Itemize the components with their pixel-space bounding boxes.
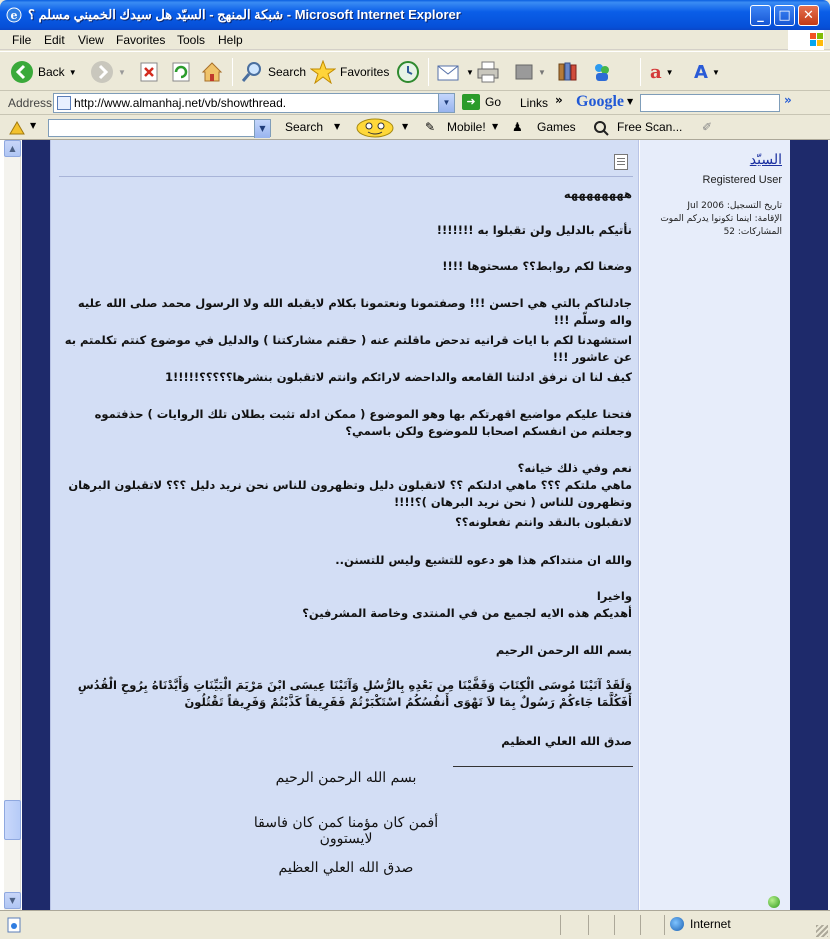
status-pane bbox=[640, 915, 641, 935]
messenger-button[interactable] bbox=[590, 58, 614, 86]
stop-button[interactable] bbox=[138, 58, 160, 86]
research-button[interactable] bbox=[556, 58, 580, 86]
search-dropdown-icon[interactable]: ▼ bbox=[334, 122, 341, 131]
mail-dropdown-icon[interactable]: ▼ bbox=[466, 67, 474, 77]
links-button[interactable]: Links bbox=[520, 96, 549, 110]
toolbar-search-combo[interactable] bbox=[48, 119, 271, 137]
zone-label: Internet bbox=[690, 917, 731, 931]
internet-explorer-icon bbox=[5, 6, 23, 24]
refresh-button[interactable] bbox=[170, 58, 192, 86]
post-line: نأتيكم بالدليل ولن تقبلوا به !!!!!!! bbox=[436, 223, 632, 237]
vertical-scrollbar[interactable] bbox=[4, 140, 21, 910]
post-document-icon bbox=[614, 154, 628, 170]
post-line: والله ان منتداكم هذا هو دعوه للتشيع وليس للتسنن.. bbox=[335, 553, 632, 567]
messenger-icon bbox=[590, 60, 614, 84]
status-pane bbox=[664, 915, 665, 935]
user-location: الإقامة: اينما تكونوا يدركم الموت bbox=[660, 214, 782, 224]
go-arrow-icon: ➜ bbox=[462, 94, 480, 110]
menu-tools[interactable]: Tools bbox=[177, 33, 206, 47]
post-line: وضعنا لكم روابط؟؟ مسحتوها !!!! bbox=[442, 259, 632, 273]
toolbar-separator bbox=[640, 58, 641, 86]
google-dropdown-icon[interactable]: ▼ bbox=[627, 97, 634, 106]
page-icon bbox=[57, 96, 71, 110]
online-status-icon bbox=[768, 896, 780, 908]
stop-icon bbox=[138, 61, 160, 83]
favorites-label: Favorites bbox=[340, 65, 390, 79]
svg-text:e: e bbox=[10, 9, 18, 22]
close-button[interactable]: ✕ bbox=[798, 5, 819, 26]
font-size-dropdown-icon[interactable]: ▼ bbox=[711, 67, 720, 77]
post-line: بسم الله الرحمن الرحيم bbox=[495, 643, 632, 657]
security-zone bbox=[670, 917, 731, 931]
post-line: نعم وفي ذلك خيانه؟ bbox=[517, 461, 632, 475]
text-color-icon: a bbox=[650, 61, 662, 83]
status-bar bbox=[0, 910, 830, 939]
post-line: جادلناكم بالتي هي احسن !!! وصفتمونا ونعتمونا بكلام لايقبله الله ولا الرسول محمد صلى الله عليه واله وسلّم !!! bbox=[77, 296, 632, 327]
history-button[interactable] bbox=[396, 58, 420, 86]
google-logo[interactable]: Google bbox=[576, 93, 624, 110]
signature-divider bbox=[453, 766, 633, 767]
games-icon: ♟ bbox=[512, 120, 523, 134]
back-label: Back bbox=[38, 65, 65, 79]
post-line: ماهي ملتكم ؟؟؟ ماهي ادلتكم ؟؟ لاتقبلون دليل وتظهرون للناس نحن نريد دليل ؟؟؟ لاتقبلون البرهان وتظهرون للناس ( نحن نريد البرهان )؟!!!! bbox=[68, 478, 632, 509]
post-divider bbox=[59, 176, 633, 177]
history-icon bbox=[396, 60, 420, 84]
go-label: Go bbox=[485, 95, 502, 109]
maximize-button[interactable]: □ bbox=[774, 5, 795, 26]
standard-toolbar bbox=[0, 51, 830, 91]
menu-view[interactable]: View bbox=[78, 33, 104, 47]
post-line: كيف لنا ان نرفق ادلتنا القامعه والداحضه لارائكم وانتم لاتقبلون بنشرها؟؟؟؟؟!!!!!1 bbox=[164, 370, 632, 384]
mobile-pen-icon: ✎ bbox=[425, 120, 436, 134]
menu-edit[interactable]: Edit bbox=[44, 33, 65, 47]
post-line: ههههههههه bbox=[563, 187, 632, 201]
search-label: Search bbox=[268, 65, 307, 79]
address-dropdown-icon[interactable]: ▼ bbox=[438, 94, 454, 112]
menu-file[interactable]: File bbox=[12, 33, 32, 47]
printer-icon bbox=[476, 60, 500, 84]
quran-verse: وَلَقَدْ آتَيْنَا مُوسَى الْكِتَابَ وَقَفَّيْنَا مِن بَعْدِهِ بِالرُّسُلِ وَآتَيْنَا عِيسَى ابْنَ مَرْيَمَ الْبَيِّنَاتِ وَأَيَّدْنَاهُ بِرُوحِ الْقُدُسِ أَفَكُلَّمَا جَاءكُمْ رَسُولٌ بِمَا لاَ تَهْوَى أَنفُسُكُمُ اسْتَكْبَرْتُمْ فَفَرِيقاً كَذَّبْتُمْ وَفَرِيقاً تَقْتُلُونَ bbox=[77, 678, 632, 709]
google-search-input[interactable] bbox=[640, 94, 780, 112]
go-button[interactable] bbox=[462, 94, 501, 110]
join-date: تاريخ التسجيل: Jul 2006 bbox=[687, 201, 782, 211]
toolbar-search-button[interactable]: Search bbox=[285, 120, 324, 134]
menu-bar bbox=[0, 30, 830, 50]
address-input[interactable] bbox=[53, 93, 455, 113]
address-bar bbox=[0, 91, 830, 115]
back-dropdown-icon[interactable]: ▼ bbox=[68, 67, 77, 77]
search-button[interactable] bbox=[240, 58, 306, 86]
signature-line: أفمن كان مؤمنا كمن كان فاسقا لايستوون bbox=[253, 815, 439, 847]
edit-dropdown-icon[interactable]: ▼ bbox=[538, 67, 546, 77]
window-title-bar bbox=[0, 0, 830, 30]
star-icon bbox=[310, 60, 336, 84]
font-size-icon: A bbox=[694, 61, 708, 83]
toolbar-separator bbox=[428, 58, 429, 86]
post-line: أهديكم هذه الايه لجميع من في المنتدى وخاصة المشرفين؟ bbox=[302, 606, 632, 620]
status-pane bbox=[560, 915, 561, 935]
search-icon bbox=[240, 60, 264, 84]
menu-favorites[interactable]: Favorites bbox=[116, 33, 166, 47]
scroll-down-icon[interactable]: ▼ bbox=[4, 892, 21, 909]
edit-button[interactable] bbox=[514, 58, 546, 86]
signature-line: بسم الله الرحمن الرحيم bbox=[275, 770, 417, 786]
research-books-icon bbox=[556, 60, 580, 84]
status-pane bbox=[614, 915, 615, 935]
page-status-icon bbox=[6, 917, 22, 933]
scroll-up-icon[interactable]: ▲ bbox=[4, 140, 21, 157]
smiley-dropdown-icon[interactable]: ▼ bbox=[402, 122, 409, 131]
translate-button[interactable] bbox=[650, 58, 674, 86]
mobile-dropdown-icon[interactable]: ▼ bbox=[492, 122, 499, 131]
user-details bbox=[644, 200, 782, 239]
edit-page-icon bbox=[514, 62, 534, 82]
window-title: شبكة المنهج - السيّد هل سيدك الخميني مسلم ؟ - Microsoft Internet Explorer bbox=[28, 7, 461, 22]
user-info-panel bbox=[640, 140, 790, 910]
page-content bbox=[0, 140, 830, 910]
print-button[interactable] bbox=[476, 58, 500, 86]
scroll-thumb[interactable] bbox=[4, 800, 21, 840]
user-title: Registered User bbox=[702, 174, 782, 186]
refresh-icon bbox=[170, 61, 192, 83]
games-button[interactable]: Games bbox=[537, 120, 576, 134]
scan-magnifier-icon bbox=[593, 120, 609, 136]
post-line: لاتقبلون بالنقد وانتم تفعلونه؟؟ bbox=[455, 515, 632, 529]
highlighter-icon[interactable]: ✐ bbox=[702, 120, 713, 134]
mail-icon bbox=[436, 61, 462, 83]
back-button[interactable] bbox=[10, 58, 77, 86]
post-count: المشاركات: 52 bbox=[723, 227, 782, 237]
links-chevron-icon[interactable]: » bbox=[555, 93, 563, 107]
forward-arrow-icon bbox=[90, 60, 114, 84]
resize-grip[interactable] bbox=[816, 925, 828, 937]
address-url: http://www.almanhaj.net/vb/showthread. bbox=[74, 96, 287, 110]
username-link[interactable]: السيّد bbox=[749, 152, 782, 168]
back-arrow-icon bbox=[10, 60, 34, 84]
favorites-button[interactable] bbox=[310, 58, 389, 86]
address-label: Address bbox=[8, 96, 53, 110]
minimize-button[interactable]: _ bbox=[750, 5, 771, 26]
links-toolbar bbox=[0, 116, 830, 140]
toolbar-separator bbox=[232, 58, 233, 86]
post-line: استشهدنا لكم با ايات قرانيه تدحض ماقلتم عنه ( حقتم مشاركتنا ) والدليل في موضوع كنتم تكلمتم به عن عاشور !!! bbox=[64, 333, 632, 364]
font-size-button[interactable] bbox=[694, 58, 720, 86]
mobile-button[interactable]: Mobile! bbox=[447, 120, 486, 134]
home-button[interactable] bbox=[200, 58, 224, 86]
post-line: واخيرا bbox=[596, 589, 632, 603]
forward-button[interactable] bbox=[90, 58, 126, 86]
status-pane bbox=[588, 915, 589, 935]
free-scan-button[interactable]: Free Scan... bbox=[617, 120, 683, 134]
globe-icon bbox=[670, 917, 684, 931]
smiley-face-icon[interactable] bbox=[354, 118, 396, 138]
translate-dropdown-icon[interactable]: ▼ bbox=[665, 67, 674, 77]
menu-help[interactable]: Help bbox=[218, 33, 243, 47]
post-line: فتحنا عليكم مواضيع اقهرتكم بها وهو الموضوع ( ممكن ادله تثبت بطلان تلك الروايات ) حذفتموه وجعلتم من انفسكم اصحابا للموضوع ولكن باسمي؟ bbox=[94, 407, 632, 438]
buddy-dropdown-icon[interactable]: ▼ bbox=[30, 121, 37, 130]
forum-post bbox=[50, 140, 790, 910]
signature-line: صدق الله العلي العظيم bbox=[278, 860, 414, 876]
mail-button[interactable] bbox=[436, 58, 474, 86]
google-chevron-icon[interactable]: » bbox=[784, 93, 792, 107]
post-body bbox=[51, 140, 639, 910]
forward-dropdown-icon[interactable]: ▼ bbox=[118, 67, 126, 77]
windows-logo-icon bbox=[788, 30, 824, 50]
home-icon bbox=[200, 60, 224, 84]
messenger-buddy-icon[interactable] bbox=[8, 120, 26, 136]
post-line: صدق الله العلي العظيم bbox=[501, 734, 632, 748]
combo-dropdown-icon[interactable]: ▼ bbox=[254, 120, 270, 138]
